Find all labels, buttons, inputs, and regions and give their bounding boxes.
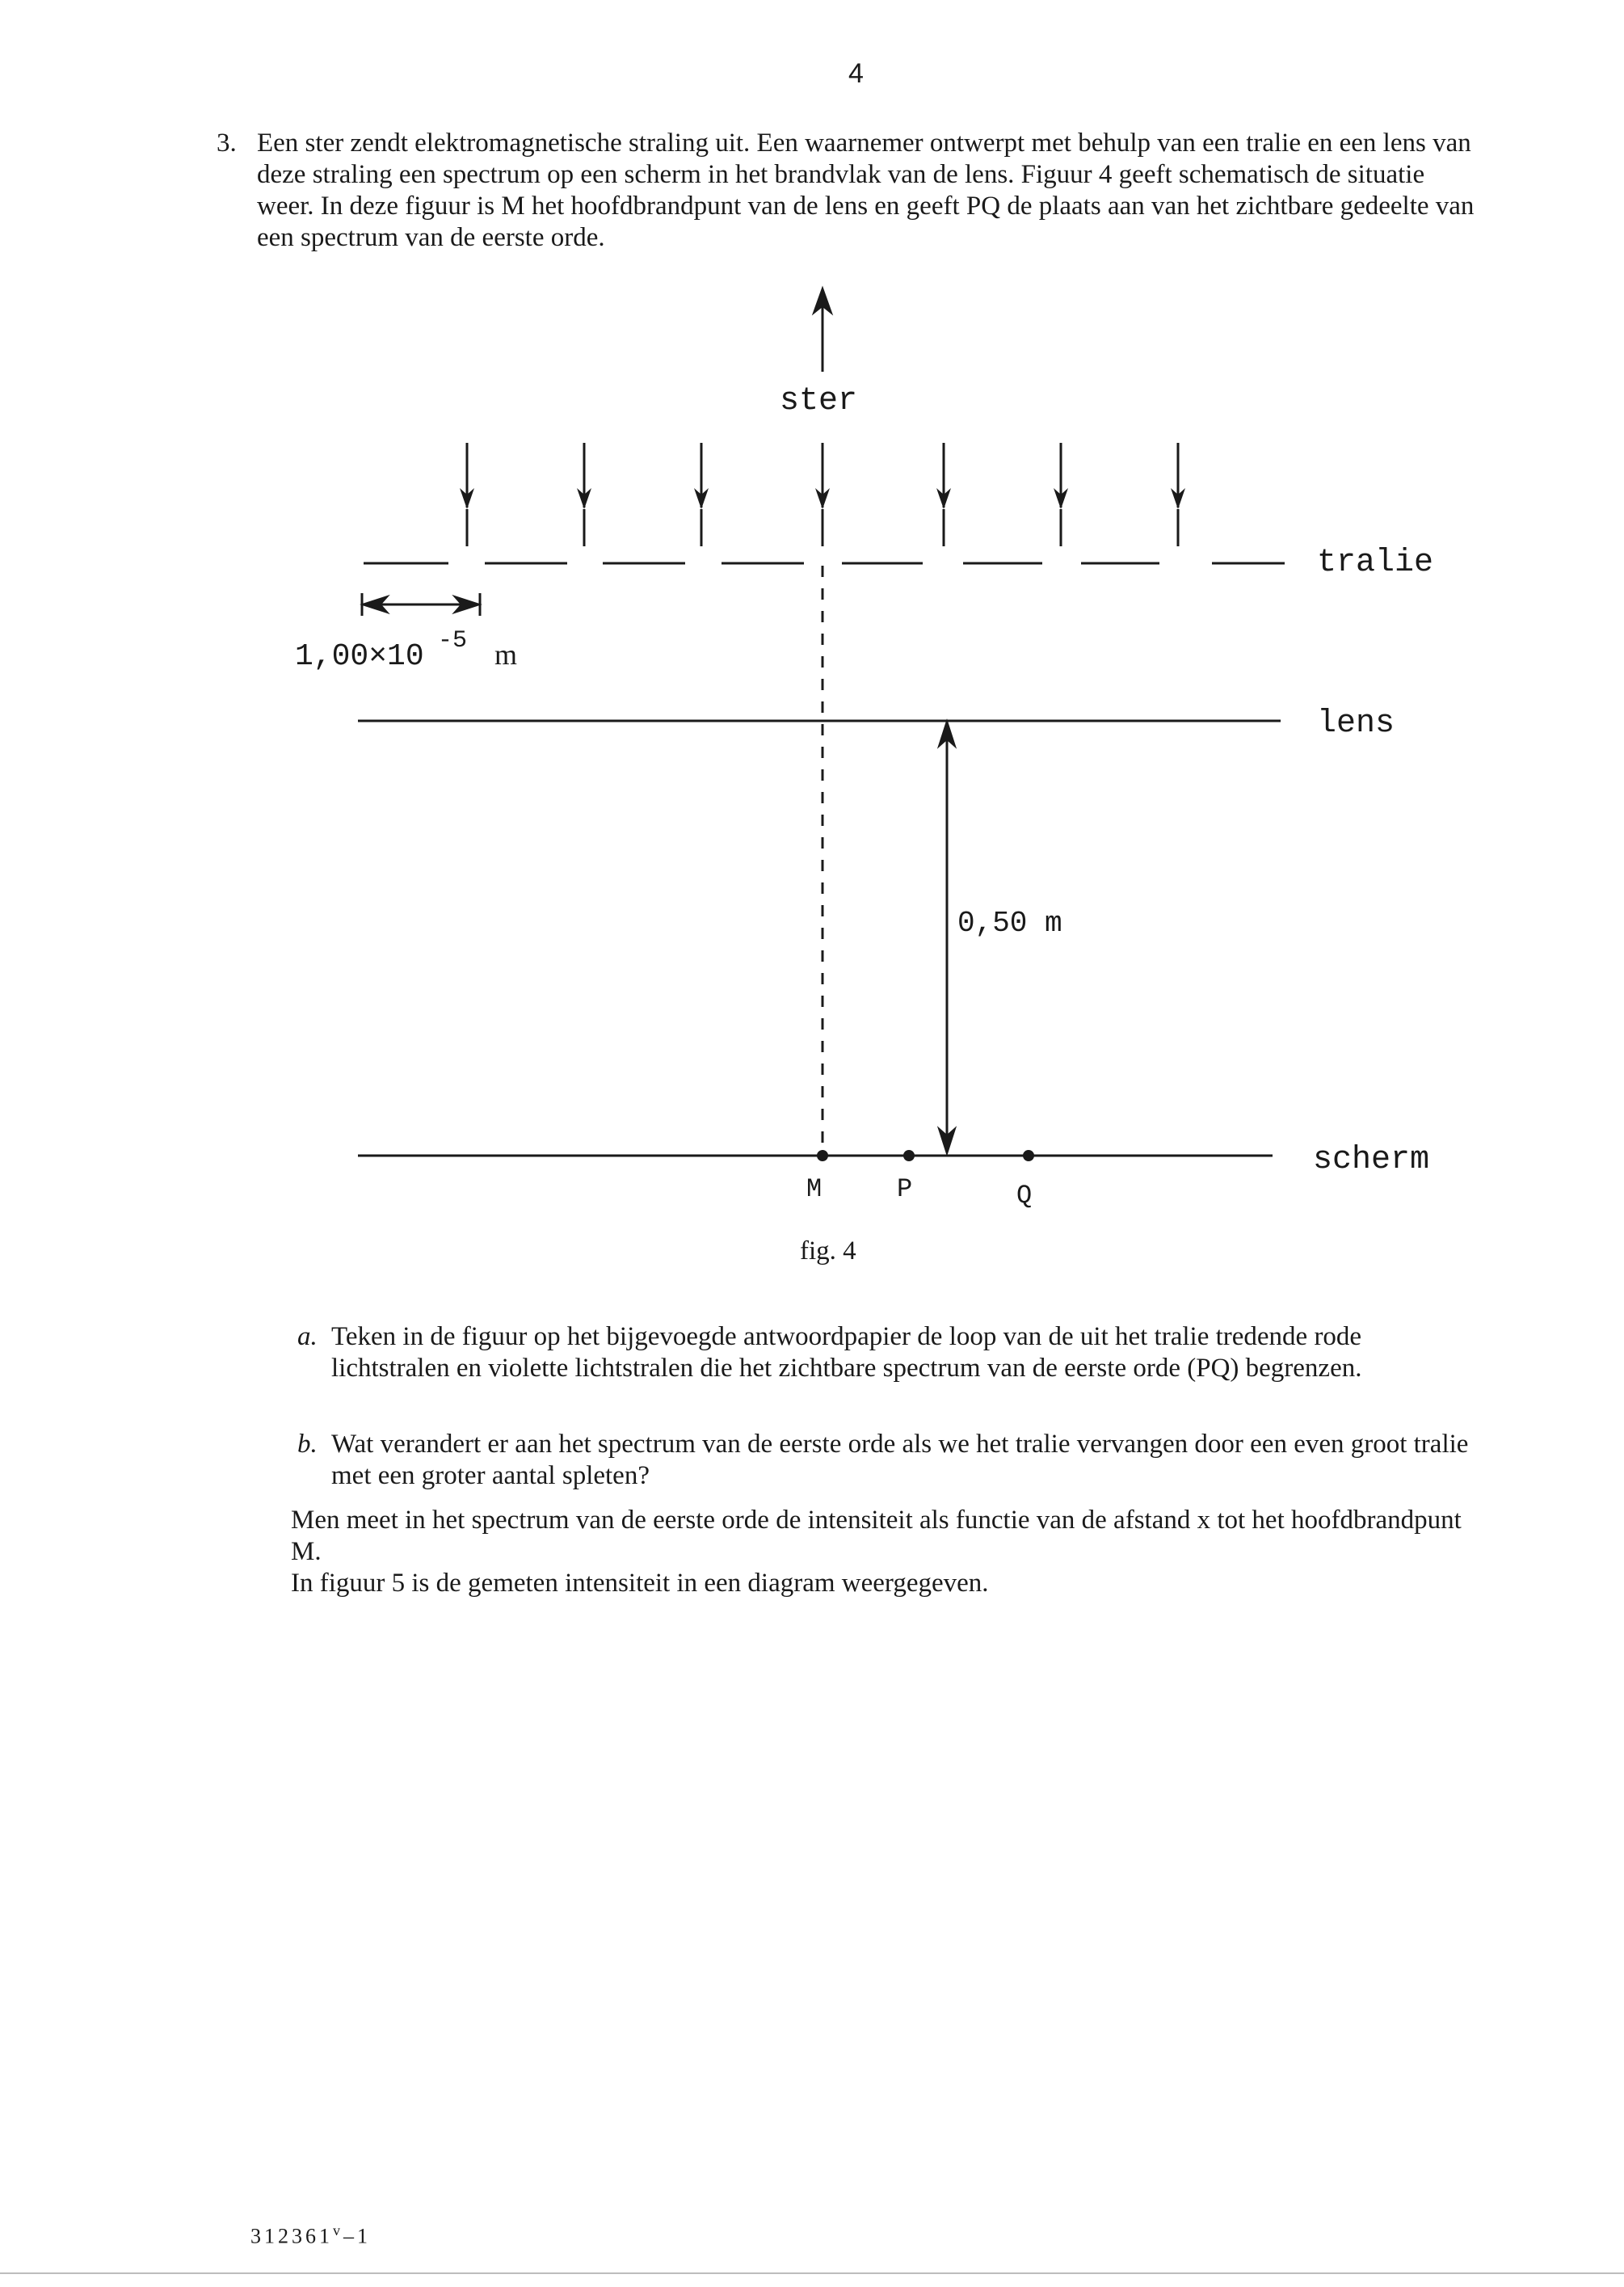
point-m-label: M xyxy=(806,1174,823,1204)
slit-stubs xyxy=(467,509,1178,546)
subquestion-a xyxy=(297,1321,1479,1384)
star-label: ster xyxy=(780,383,858,419)
spacing-value: 1,00×10 xyxy=(295,639,424,674)
grating-label: tralie xyxy=(1317,545,1434,581)
spacing-exponent: -5 xyxy=(438,627,468,655)
point-p-label: P xyxy=(897,1174,913,1204)
point-q-label: Q xyxy=(1016,1181,1033,1211)
point-p-dot xyxy=(903,1150,915,1161)
subquestion-b-text: Wat verandert er aan het spectrum van de eerste orde als we het tralie vervangen door een even groot tralie met een groter aantal spleten? xyxy=(331,1430,1469,1490)
paragraph-figure-5: In figuur 5 is de gemeten intensiteit in een diagram weergegeven. xyxy=(291,1569,989,1598)
page-number: 4 xyxy=(848,58,864,89)
lens-label: lens xyxy=(1317,705,1395,742)
screen-label: scherm xyxy=(1313,1142,1430,1178)
focal-distance-label: 0,50 m xyxy=(957,907,1062,940)
question-intro: Een ster zendt elektromagnetische straling uit. Een waarnemer ontwerpt met behulp van een tralie en een lens van deze straling een spectrum op een scherm in het brandvlak van de lens. Figuur 4 geeft schematisch de situatie weer. In deze figuur is M het hoofdbrandpunt van de lens en geeft PQ de plaats aan van het zichtbare gedeelte van een spectrum van de eerste orde. xyxy=(257,128,1475,252)
bottom-rule xyxy=(0,2272,1624,2274)
paragraph-measurement: Men meet in het spectrum van de eerste orde de intensiteit als functie van de afstand x tot het hoofdbrandpunt M. xyxy=(291,1506,1462,1566)
figure-caption: fig. 4 xyxy=(800,1236,856,1266)
subquestion-b-label: b. xyxy=(297,1430,318,1459)
point-q-dot xyxy=(1023,1150,1034,1161)
point-m-dot xyxy=(817,1150,828,1161)
subquestion-a-text: Teken in de figuur op het bijgevoegde antwoordpapier de loop van de uit het tralie tredende rode lichtstralen en violette lichtstralen die het zichtbare spectrum van de eerste orde (PQ) begrenzen. xyxy=(331,1322,1362,1383)
footer-code-main: 312361 xyxy=(250,2224,333,2248)
footer-code-superscript: v xyxy=(333,2222,343,2239)
spacing-unit: m xyxy=(494,638,518,671)
question-number: 3. xyxy=(217,128,237,158)
footer-code-suffix: –1 xyxy=(343,2224,371,2248)
subquestion-b xyxy=(297,1429,1479,1492)
footer-code xyxy=(250,2222,371,2249)
subquestion-a-label: a. xyxy=(297,1322,318,1351)
